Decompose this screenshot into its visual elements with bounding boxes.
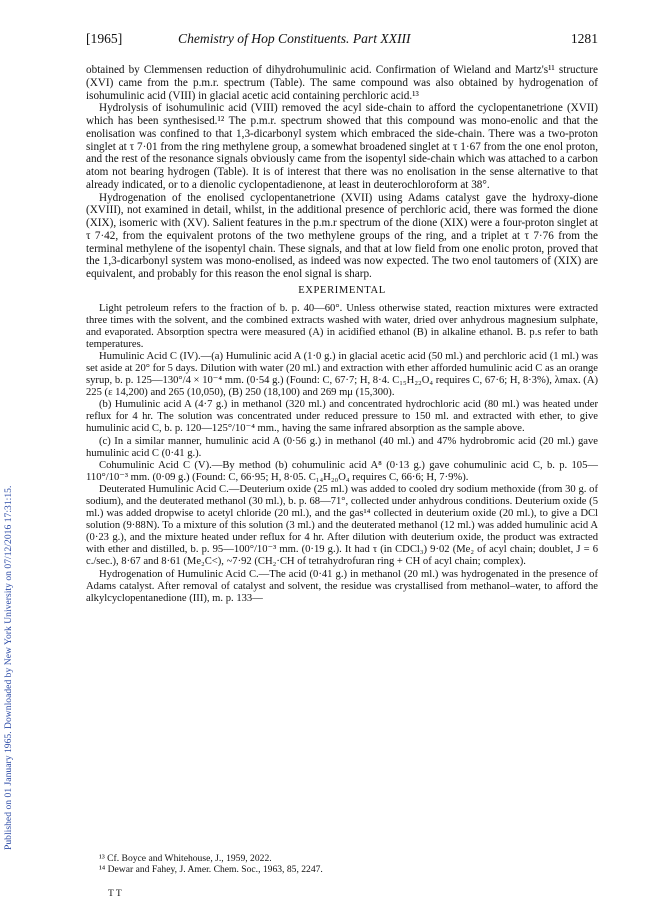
paragraph: Hydrolysis of isohumulinic acid (VIII) removed the acyl side-chain to afford the cyclopentanetrione (XVII) which has been synthesised.¹² The p.m.r. spectrum showed that this compound was mono-enolic and that the enolisation was confined to that 1,3-dicarbonyl system which embraced the side-chain. There was a two-proton singlet at τ 7·01 from the ring methylene group, a somewhat broadened singlet at τ 1·67 from the one enol proton, and the rest of the resonance signals obviously came from the isopentyl side-chain which was attached to a carbon atom not bearing hydrogen (Table). It is of interest that there was no enolisation in the sense alternative to that already indicated, or to a dienolic cyclopentadienone, at least in deuterochloroform at 38°.: [86, 102, 598, 191]
paragraph: obtained by Clemmensen reduction of dihydrohumulinic acid. Confirmation of Wieland and Martz's¹¹ structure (XVI) came from the p.m.r. spectrum (Table). The same compound was also obtained by hydrogenation of isohumulinic acid (VIII) in glacial acetic acid containing perchloric acid.¹³: [86, 64, 598, 102]
paragraph: Cohumulinic Acid C (V).—By method (b) cohumulinic acid A⁸ (0·13 g.) gave cohumulinic acid C, b. p. 105—110°/10⁻³ mm. (0·09 g.) (Found: C, 66·95; H, 8·05. C₁₄H₂₀O₄ requires C, 66·6; H, 7·9%).: [86, 459, 598, 483]
paragraph: Hydrogenation of Humulinic Acid C.—The acid (0·41 g.) in methanol (20 ml.) was hydrogenated in the presence of Adams catalyst. After removal of catalyst and solvent, the residue was crystallised from methanol–water, to afford the alkylcyclopentanedione (III), m. p. 133—: [86, 568, 598, 604]
header-year: [1965]: [86, 31, 123, 46]
running-header: [86, 31, 598, 51]
paragraph: (b) Humulinic acid A (4·7 g.) in methanol (320 ml.) and concentrated hydrochloric acid (80 ml.) was heated under reflux for 4 hr. The solution was concentrated under reduced pressure to 150 ml. and extracted with ether, to give humulinic acid C, b. p. 120—125°/10⁻⁴ mm., having the same infrared absorption as the sample above.: [86, 399, 598, 435]
footnote: ¹³ Cf. Boyce and Whitehouse, J., 1959, 2022.: [99, 853, 272, 864]
article-body: [86, 64, 598, 605]
section-heading: EXPERIMENTAL: [298, 284, 386, 296]
footnotes: [99, 853, 579, 876]
watermark-text: Published on 01 January 1965. Downloaded by New York University on 07/12/2016 17:31:15.: [3, 485, 14, 850]
paragraph: (c) In a similar manner, humulinic acid A (0·56 g.) in methanol (40 ml.) and 47% hydrobromic acid (20 ml.) gave humulinic acid C (0·41 g.).: [86, 435, 598, 459]
paragraph: Hydrogenation of the enolised cyclopentanetrione (XVII) using Adams catalyst gave the hydroxy-dione (XVIII), not examined in detail, whilst, in the additional presence of perchloric acid, there was formed the dione (XIX), isomeric with (XV). Salient features in the p.m.r spectrum of the dione (XIX) were a four-proton singlet at τ 7·42, from the equivalent protons of the two methylene groups of the ring, and a triplet at τ 7·76 from the terminal methylene of the isopentyl chain. These signals, and that at low field from one enolic proton, proved that the 1,3-dicarbonyl system was mono-enolised, as indeed was now expected. The two enol tautomers of (XIX) are equivalent, and probably for this reason the enol signal is sharp.: [86, 191, 598, 280]
header-title: Chemistry of Hop Constituents. Part XXIII: [178, 31, 411, 46]
signature-mark: T T: [108, 888, 122, 899]
experimental-section: [86, 303, 598, 605]
page-number: 1281: [570, 31, 598, 46]
paragraph: Humulinic Acid C (IV).—(a) Humulinic acid A (1·0 g.) in glacial acetic acid (50 ml.) and perchloric acid (1 ml.) was set aside at 20° for 5 days. Dilution with water (20 ml.) and extraction with ether afforded humulinic acid C as an orange syrup, b. p. 125—130°/4 × 10⁻⁴ mm. (0·54 g.) (Found: C, 67·7; H, 8·4. C₁₅H₂₂O₄ requires C, 67·6; H, 8·3%), λmax. (A) 225 (ε 14,200) and 265 (10,050), (B) 250 (18,100) and 269 mμ (15,300).: [86, 350, 598, 399]
footnote: ¹⁴ Dewar and Fahey, J. Amer. Chem. Soc., 1963, 85, 2247.: [99, 864, 323, 876]
paragraph: Deuterated Humulinic Acid C.—Deuterium oxide (25 ml.) was added to cooled dry sodium methoxide (from 30 g. of sodium), and the deuterated methanol (30 ml.), b. p. 68—71°, collected under anhydrous conditions. Deuterium oxide (5 ml.) was added dropwise to acetyl chloride (20 ml.), and the gas¹⁴ collected in deuterium oxide (20 ml.), to give a DCl solution (9·88N). To a mixture of this solution (3 ml.) and the deuterated methanol (12 ml.) was added humulinic acid A (0·23 g.), and the mixture heated under reflux for 4 hr. After dilution with deuterium oxide, the product was extracted with ether and distilled, b. p. 95—100°/10⁻³ mm. (0·19 g.). It had τ (in CDCl₃) 9·02 (Me₂ of acyl chain; doublet, J = 6 c./sec.), 8·67 and 8·61 (Me₂C<), ~7·92 (CH₂·CH of tetrahydrofuran ring + CH of acyl chain; complex).: [86, 483, 598, 568]
download-watermark: [1, 150, 15, 850]
paragraph: Light petroleum refers to the fraction of b. p. 40—60°. Unless otherwise stated, reaction mixtures were extracted three times with the solvent, and the combined extracts washed with water, dried over anhydrous magnesium sulphate, and evaporated. Absorption spectra were measured (A) in acidified ethanol (B) in alkaline ethanol. B. p.s refer to bath temperatures.: [86, 302, 598, 350]
